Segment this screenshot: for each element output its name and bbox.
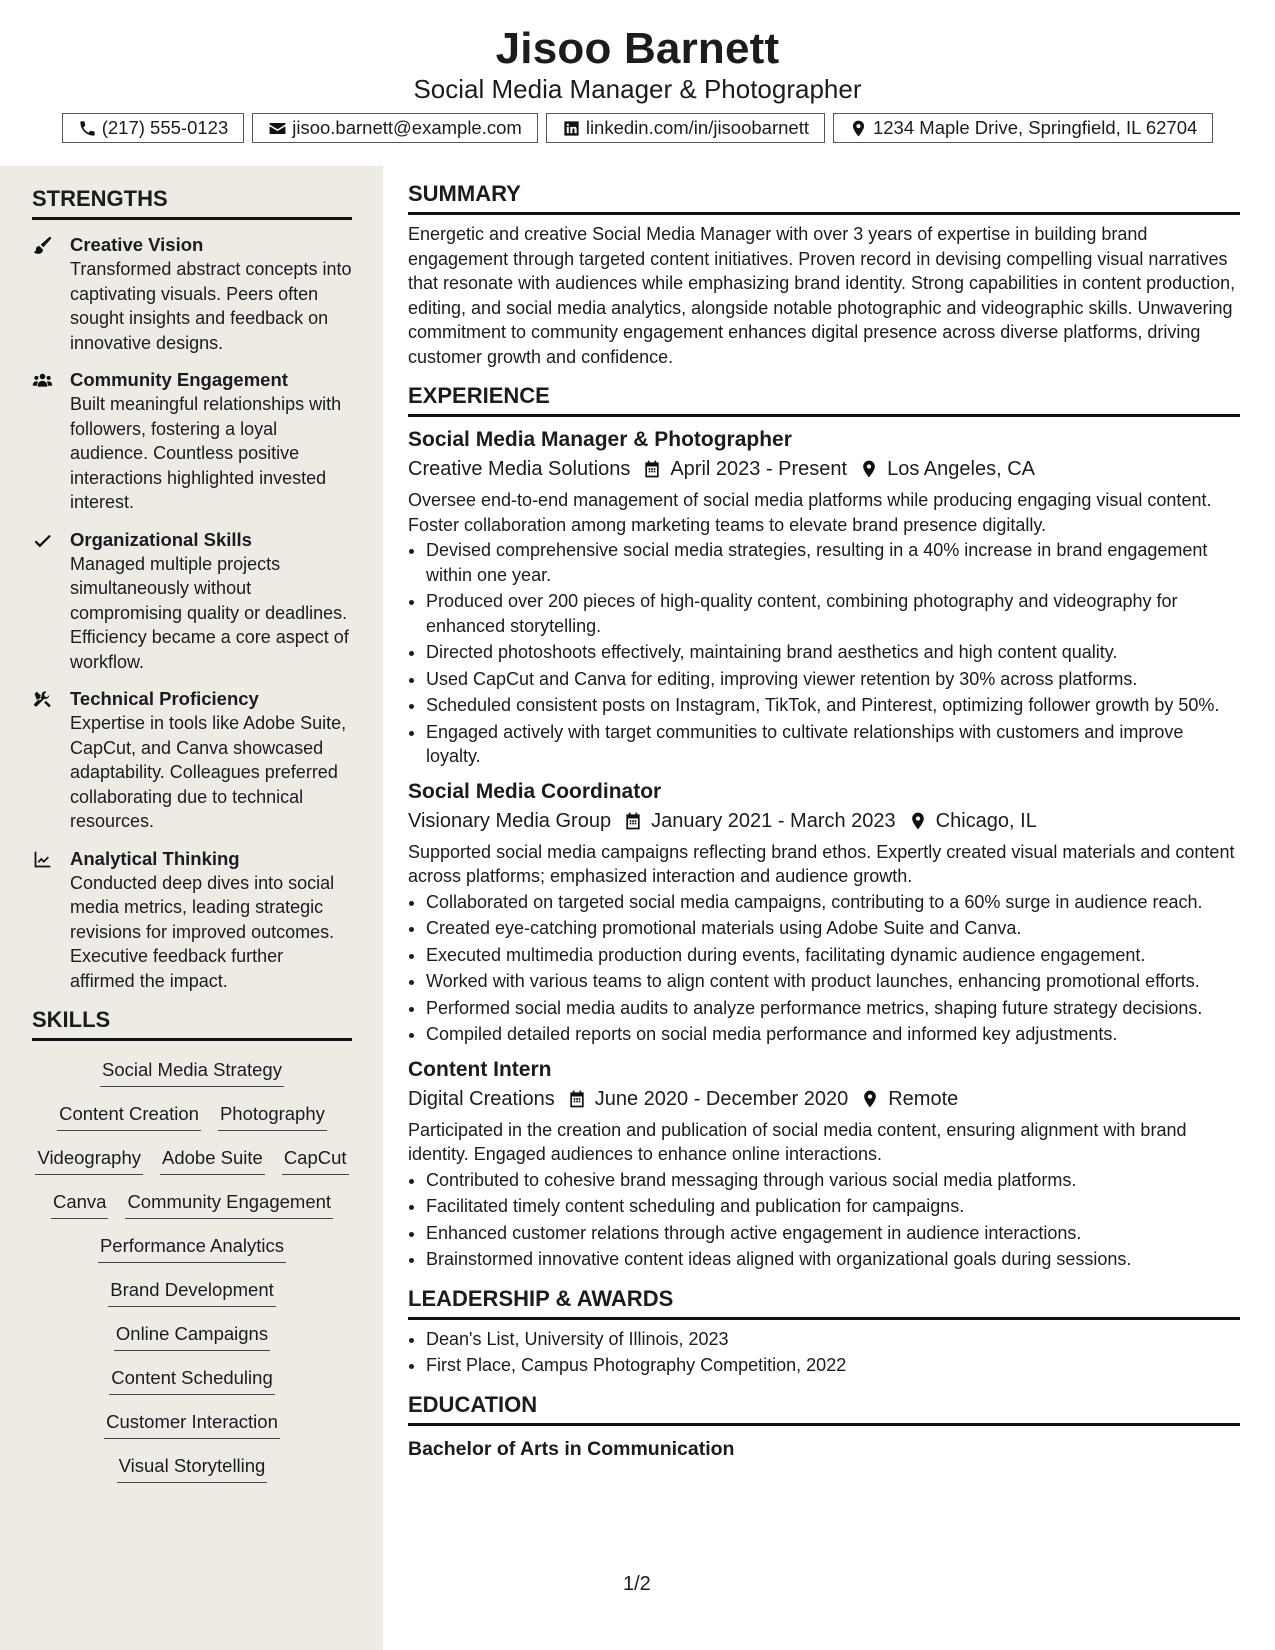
job-dates: June 2020 - December 2020 [594, 1087, 849, 1110]
skill-tag: Photography [218, 1101, 327, 1131]
strengths-list [32, 233, 352, 993]
candidate-name: Jisoo Barnett [495, 24, 780, 73]
awards-section [408, 1286, 1240, 1378]
job-entry [408, 1056, 1240, 1272]
email-text: jisoo.barnett@example.com [292, 117, 522, 138]
job-company: Visionary Media Group [408, 809, 612, 832]
experience-section [408, 383, 1240, 1272]
address-text: 1234 Maple Drive, Springfield, IL 62704 [872, 117, 1198, 138]
awards-list [408, 1327, 1240, 1378]
map-pin-icon [860, 1089, 880, 1109]
tools-icon [32, 689, 53, 710]
job-entry [408, 426, 1240, 769]
skill-tag: Social Media Strategy [100, 1057, 284, 1087]
linkedin-contact[interactable] [546, 113, 825, 143]
envelope-icon [268, 119, 287, 138]
job-bullets [408, 538, 1240, 769]
main-content [408, 181, 1240, 1476]
strength-item [32, 528, 352, 675]
strength-title: Community Engagement [70, 369, 288, 390]
linkedin-icon [562, 119, 581, 138]
strength-title: Creative Vision [70, 234, 204, 255]
phone-text: (217) 555-0123 [101, 117, 229, 138]
job-meta [408, 1085, 1240, 1113]
line-chart-icon [32, 849, 53, 870]
sidebar [0, 166, 383, 1650]
job-dates: January 2021 - March 2023 [651, 809, 896, 832]
strength-item [32, 847, 352, 994]
list-item: • First Place, Campus Photography Competition, 2022 [426, 1353, 1240, 1378]
summary-section [408, 181, 1240, 369]
education-section [408, 1392, 1240, 1462]
phone-contact[interactable] [62, 113, 245, 143]
job-title: Content Intern [408, 1057, 552, 1081]
strength-title: Organizational Skills [70, 528, 252, 550]
calendar-icon [623, 811, 643, 831]
list-item: • Engaged actively with target communities to cultivate relationships with customers and improve loyalty. [426, 720, 1240, 769]
job-meta [408, 807, 1240, 835]
list-item: • Devised comprehensive social media strategies, resulting in a 40% increase in brand engagement within one year. [426, 538, 1240, 587]
job-location: Los Angeles, CA [887, 458, 1035, 480]
skill-tag: Videography [35, 1145, 143, 1175]
strength-item [32, 687, 352, 834]
skill-tag: Performance Analytics [98, 1233, 286, 1263]
degree-title: Bachelor of Arts in Communication [408, 1437, 735, 1460]
skill-tag: Brand Development [108, 1277, 276, 1307]
strength-item [32, 233, 352, 355]
experience-heading: EXPERIENCE [408, 383, 1240, 417]
job-company: Creative Media Solutions [408, 458, 631, 480]
list-item: • Compiled detailed reports on social media performance and informed key adjustments. [426, 1022, 1240, 1047]
skill-tag: Content Creation [57, 1101, 201, 1131]
resume-header [0, 0, 1275, 143]
linkedin-text: linkedin.com/in/jisoobarnett [585, 117, 809, 138]
skill-tag: Visual Storytelling [117, 1453, 268, 1483]
job-meta [408, 455, 1240, 483]
strengths-heading: STRENGTHS [32, 186, 352, 220]
strength-title: Analytical Thinking [70, 847, 240, 869]
list-item: • Worked with various teams to align content with product launches, enhancing promotional efforts. [426, 969, 1240, 994]
job-location: Chicago, IL [935, 809, 1037, 832]
job-title: Social Media Manager & Photographer [408, 428, 792, 451]
skill-tag: Online Campaigns [114, 1321, 270, 1351]
education-heading: EDUCATION [408, 1392, 1240, 1426]
list-item: • Contributed to cohesive brand messaging through various social media platforms. [426, 1168, 1240, 1193]
strength-desc: Built meaningful relationships with followers, fostering a loyal audience. Countless positive interactions highlighted invested interest. [70, 394, 342, 512]
strength-desc: Expertise in tools like Adobe Suite, CapCut, and Canva showcased adaptability. Colleagues preferred collaborating due to technical resources. [70, 713, 347, 831]
job-bullets [408, 890, 1240, 1047]
candidate-title: Social Media Manager & Photographer [413, 74, 862, 104]
strength-desc: Managed multiple projects simultaneously without compromising quality or deadlines. Efficiency became a core aspect of workflow. [70, 553, 349, 672]
skills-list [32, 1057, 352, 1483]
strength-desc: Transformed abstract concepts into captivating visuals. Peers often sought insights and feedback on innovative designs. [70, 259, 352, 353]
list-item: • Directed photoshoots effectively, maintaining brand aesthetics and high content quality. [426, 640, 1240, 665]
skill-tag: Adobe Suite [160, 1145, 265, 1175]
job-entry [408, 778, 1240, 1047]
users-icon [32, 370, 53, 391]
skill-tag: Canva [51, 1189, 108, 1219]
map-pin-icon [849, 119, 868, 138]
job-location: Remote [888, 1087, 959, 1110]
phone-icon [78, 119, 97, 138]
list-item: • Executed multimedia production during events, facilitating dynamic audience engagement. [426, 943, 1240, 968]
summary-text: Energetic and creative Social Media Manager with over 3 years of expertise in building brand engagement through targeted content initiatives. Proven record in devising compelling visual narratives that resonate with audiences while emphasizing brand identity. Strong capabilities in content production, editing, and social media analytics, alongside notable photographic and videographic skills. Unwavering commitment to community engagement enhances digital presence across diverse platforms, driving customer growth and confidence. [408, 224, 1236, 367]
list-item: • Collaborated on targeted social media campaigns, contributing to a 60% surge in audience reach. [426, 890, 1240, 915]
list-item: • Used CapCut and Canva for editing, improving viewer retention by 30% across platforms. [426, 667, 1240, 692]
list-item: • Scheduled consistent posts on Instagram, TikTok, and Pinterest, optimizing follower growth by 50%. [426, 693, 1240, 718]
strength-title: Technical Proficiency [70, 688, 259, 709]
list-item: • Performed social media audits to analyze performance metrics, shaping future strategy decisions. [426, 996, 1240, 1021]
map-pin-icon [908, 811, 928, 831]
job-description: Supported social media campaigns reflecting brand ethos. Expertly created visual materials and content across platforms; emphasized interaction and audience growth. [408, 841, 1235, 886]
skill-tag: Community Engagement [125, 1189, 333, 1219]
job-description: Participated in the creation and publication of social media content, ensuring alignment with brand identity. Engaged audiences to enhance online interactions. [408, 1119, 1187, 1164]
strength-desc: Conducted deep dives into social media metrics, leading strategic revisions for improved outcomes. Executive feedback further affirmed the impact. [70, 872, 335, 991]
job-description: Oversee end-to-end management of social media platforms while producing engaging visual content. Foster collaboration among marketing teams to elevate brand presence digitally. [408, 490, 1212, 535]
list-item: • Enhanced customer relations through active engagement in audience interactions. [426, 1221, 1240, 1246]
calendar-icon [642, 459, 662, 479]
page-number: 1/2 [623, 1573, 651, 1595]
contact-bar [0, 113, 1275, 143]
job-title: Social Media Coordinator [408, 779, 662, 803]
map-pin-icon [859, 459, 879, 479]
awards-heading: LEADERSHIP & AWARDS [408, 1286, 1240, 1320]
address-contact [833, 113, 1213, 143]
calendar-icon [567, 1089, 587, 1109]
list-item: • Brainstormed innovative content ideas aligned with organizational goals during sessions. [426, 1247, 1240, 1272]
strength-item [32, 368, 352, 515]
skills-heading: SKILLS [32, 1007, 352, 1041]
summary-heading: SUMMARY [408, 181, 1240, 215]
list-item: • Produced over 200 pieces of high-quality content, combining photography and videography for enhanced storytelling. [426, 589, 1240, 638]
checkmark-icon [32, 530, 53, 551]
list-item: • Facilitated timely content scheduling and publication for campaigns. [426, 1194, 1240, 1219]
paintbrush-icon [32, 235, 53, 256]
list-item: • Dean's List, University of Illinois, 2023 [426, 1327, 1240, 1352]
job-company: Digital Creations [408, 1087, 555, 1110]
job-dates: April 2023 - Present [670, 458, 848, 480]
job-bullets [408, 1168, 1240, 1272]
skill-tag: CapCut [282, 1145, 349, 1175]
skill-tag: Content Scheduling [109, 1365, 274, 1395]
skill-tag: Customer Interaction [104, 1409, 280, 1439]
email-contact[interactable] [252, 113, 538, 143]
list-item: • Created eye-catching promotional materials using Adobe Suite and Canva. [426, 916, 1240, 941]
